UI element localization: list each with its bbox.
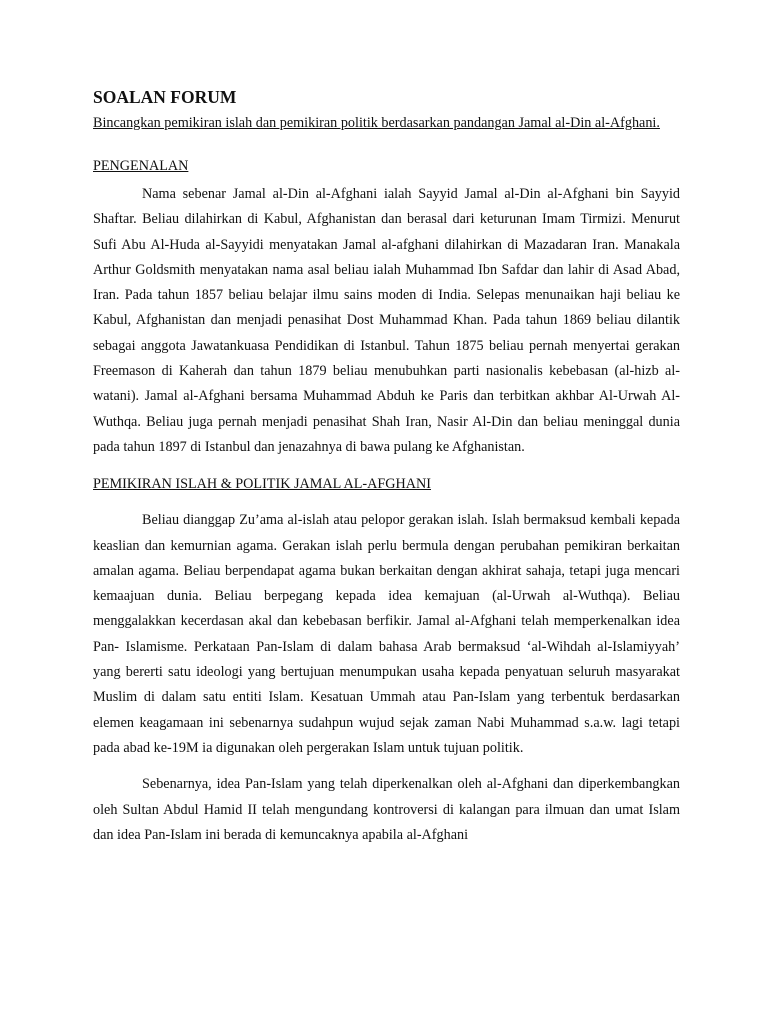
section-heading-pengenalan: PENGENALAN xyxy=(93,158,189,174)
document-title: SOALAN FORUM xyxy=(93,87,237,107)
forum-question: Bincangkan pemikiran islah dan pemikiran politik berdasarkan pandangan Jamal al-Din al-Afghani. xyxy=(93,115,660,131)
paragraph-pengenalan: Nama sebenar Jamal al-Din al-Afghani ialah Sayyid Jamal al-Din al-Afghani bin Sayyid Shaftar. Beliau dilahirkan di Kabul, Afghanistan dan berasal dari keturunan Imam Tirmizi. Menurut Sufi Abu Al-Huda al-Sayyidi menyatakan Jamal al-afghani dilahirkan di Mazadaran Iran. Manakala Arthur Goldsmith menyatakan nama asal beliau ialah Muhammad Ibn Safdar dan lahir di Asad Abad, Iran. Pada tahun 1857 beliau belajar ilmu sains moden di India. Selepas menunaikan haji beliau ke Kabul, Afghanistan dan menjadi penasihat Dost Muhammad Khan. Pada tahun 1869 beliau dilantik sebagai anggota Jawatankuasa Pendidikan di Istanbul. Tahun 1875 beliau pernah menyertai gerakan Freemason di Kaherah dan tahun 1879 beliau menubuhkan parti nasionalis kebebasan (al-hizb al-watani). Jamal al-Afghani bersama Muhammad Abduh ke Paris dan terbitkan akhbar Al-Urwah Al-Wuthqa. Beliau juga pernah menjadi penasihat Shah Iran, Nasir Al-Din dan beliau meninggal dunia pada tahun 1897 di Istanbul dan jenazahnya di bawa pulang ke Afghanistan. xyxy=(93,186,680,455)
section-heading-pemikiran: PEMIKIRAN ISLAH & POLITIK JAMAL AL-AFGHANI xyxy=(93,476,431,493)
paragraph-pemikiran-1: Beliau dianggap Zu’ama al-islah atau pelopor gerakan islah. Islah bermaksud kembali kepada keaslian dan kemurnian agama. Gerakan islah perlu bermula dengan perubahan pemikiran berkaitan amalan agama. Beliau berpendapat agama bukan berkaitan dengan akhirat sahaja, tetapi juga mencari kemaajuan dunia. Beliau berpegang kepada idea kemajuan (al-Urwah al-Wuthqa). Beliau menggalakkan kecerdasan akal dan kebebasan berfikir. Jamal al-Afghani telah memperkenalkan idea Pan- Islamisme. Perkataan Pan-Islam di dalam bahasa Arab bermaksud ‘al-Wihdah al-Islamiyyah’ yang bererti satu ideologi yang bertujuan menumpukan usaha kepada penyatuan seluruh masyarakat Muslim di dalam satu entiti Islam. Kesatuan Ummah atau Pan-Islam yang terbentuk berdasarkan elemen keagamaan ini sebenarnya sudahpun wujud sejak zaman Nabi Muhammad s.a.w. lagi tetapi pada abad ke-19M ia digunakan oleh pergerakan Islam untuk tujuan politik. xyxy=(93,512,680,756)
paragraph-pemikiran-2: Sebenarnya, idea Pan-Islam yang telah diperkenalkan oleh al-Afghani dan diperkembangkan oleh Sultan Abdul Hamid II telah mengundang kontroversi di kalangan para ilmuan dan umat Islam dan idea Pan-Islam ini berada di kemuncaknya apabila al-Afghani xyxy=(93,776,680,843)
